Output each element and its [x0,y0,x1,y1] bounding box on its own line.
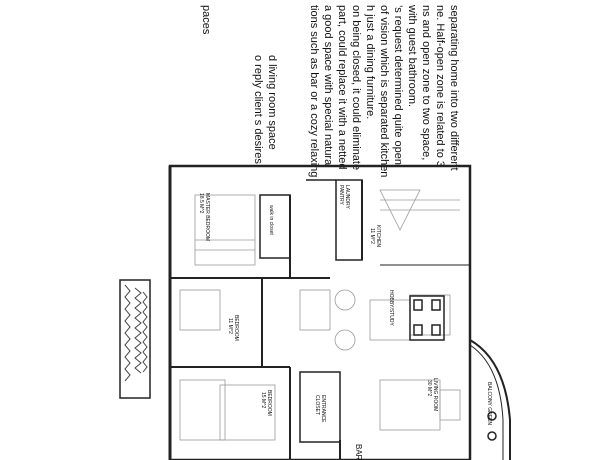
label-closet: CLOSET [314,395,320,416]
label-walk-in-closet: walk in closet [268,205,274,235]
label-bedroom-2: BEDROOM [233,315,239,341]
label-laundry: LAUNDRY [344,185,350,209]
text-line: paces [200,5,212,35]
label-balcony: BALCONY GREEN [486,382,492,425]
label-living-room-area: 30 M^2 [426,380,432,397]
text-line: on being closed, it could eliminate [350,5,362,171]
text-line: separating home into two different [448,5,460,171]
text-line: a good space with special natural [322,5,334,168]
label-bedroom-2-area: 11 M^2 [227,318,233,334]
label-kitchen: KITCHEN [375,225,381,247]
label-bedroom-3: BEDROOM [266,390,272,416]
label-kitchen-area: 11 M^2 [369,228,375,244]
label-living-room: LIVING ROOM [432,378,438,412]
label-master-bedroom: MASTER BEDROOM [204,193,210,242]
label-entrance: ENTRANCE [320,395,326,423]
label-pantry: PANTRY [338,185,344,205]
label-bar: BAR [354,444,363,460]
text-line: o reply client s desires [252,55,264,164]
text-line: d living room space [266,55,278,150]
text-line: of vision which is separated kitchen [378,5,390,178]
text-line: ne. Half-open zone is related to 3 [434,5,446,168]
text-line: ’s request determined quite open [392,5,404,166]
label-hobby-study: HOBBY/STUDY [388,290,394,326]
text-line: ns and open zone to two space, [420,5,432,161]
text-line: tions such as bar or a cozy relaxing [308,5,320,178]
label-bedroom-3-area: 15 M^2 [260,392,266,409]
text-line: with guest bathroom. [406,5,418,108]
dining-table [410,296,444,340]
plants [120,280,150,398]
label-master-bedroom-area: 18.5 M^2 [198,193,204,214]
text-line: h just a dining furniture. [364,5,376,120]
text-line: part, could replace it with a netted [336,5,348,170]
